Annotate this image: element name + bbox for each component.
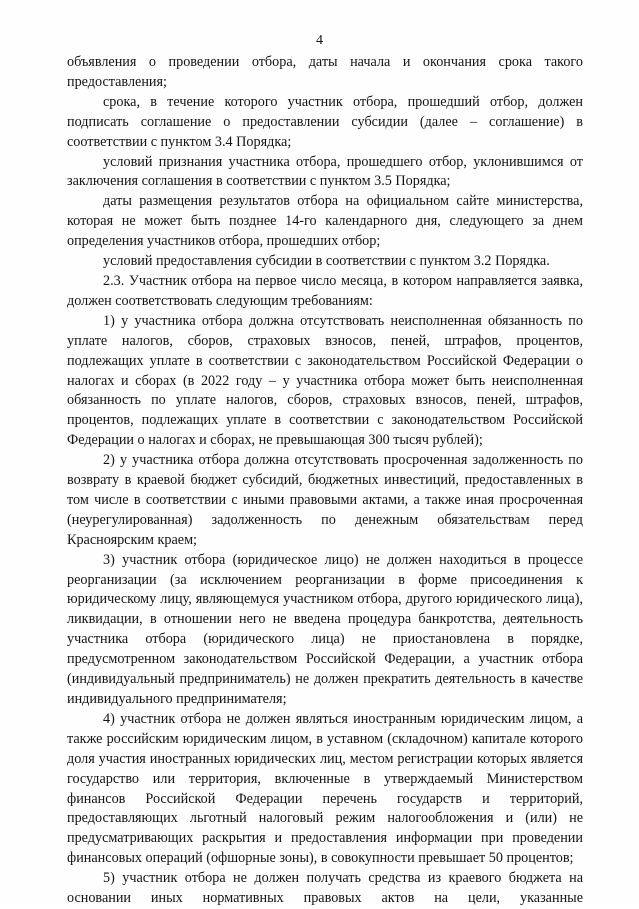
paragraph-subsidy-conditions: условий предоставления субсидии в соответствии с пунктом 3.2 Порядка.: [103, 253, 550, 270]
paragraph-evasion-conditions: условий признания участника отбора, прошедшего отбор, уклонившимся от заключения соглашения в соответствии с пунктом 3.5 Порядка;: [67, 153, 583, 190]
paragraph-section-2-3: 2.3. Участник отбора на первое число месяца, в котором направляется заявка, должен соответствовать следующим требованиям:: [67, 272, 583, 309]
page-number: 4: [316, 33, 323, 48]
list-item-4-foreign-entity: 4) участник отбора не должен являться иностранным юридическим лицом, а также российским юридическим лицом, в уставном (складочном) капитале которого доля участия иностранных юридических лиц, местом регистрации которых является государство или территория, включенные в утверждаемый Министерством финансов Российской Федерации перечень государств и территорий, предоставляющих льготный налоговый режим налогообложения и (или) не предусматривающих раскрытия и предоставления информации при проведении финансовых операций (офшорные зоны), в совокупности превышает 50 процентов;: [67, 710, 583, 867]
paragraph-announcement-continuation: объявления о проведении отбора, даты начала и окончания срока такого предоставления;: [67, 54, 583, 90]
list-item-5-other-funds: 5) участник отбора не должен получать средства из краевого бюджета на основании иных нормативных правовых актов на цели, указанные: [67, 870, 583, 907]
paragraph-agreement-term: срока, в течение которого участник отбора, прошедший отбор, должен подписать соглашение о предоставлении субсидии (далее – соглашение) в соответствии с пунктом 3.4 Порядка;: [67, 93, 583, 150]
document-body: [67, 53, 583, 909]
paragraph-results-publication: даты размещения результатов отбора на официальном сайте министерства, которая не может быть позднее 14-го календарного дня, следующего за днем определения участников отбора, прошедших отбор;: [67, 193, 583, 250]
list-item-3-reorganization: 3) участник отбора (юридическое лицо) не должен находиться в процессе реорганизации (за исключением реорганизации в форме присоединения к юридическому лицу, являющемуся участником отбора, другого юридического лица), ликвидации, в отношении него не введена процедура банкротства, деятельность участника отбора (юридического лица) не приостановлена в порядке, предусмотренном законодательством Российской Федерации, а участник отбора (индивидуальный предприниматель) не должен прекратить деятельность в качестве индивидуального предпринимателя;: [67, 551, 583, 707]
list-item-1-tax-obligations: 1) у участника отбора должна отсутствовать неисполненная обязанность по уплате налогов, сборов, страховых взносов, пеней, штрафов, процентов, подлежащих уплате в соответствии с законодательством Российской Федерации о налогах и сборах (в 2022 году – у участника отбора может быть неисполненная обязанность по уплате налогов, сборов, страховых взносов, пеней, штрафов, процентов, подлежащих уплате в соответствии с законодательством Российской Федерации о налогах и сборах, не превышающая 300 тысяч рублей);: [67, 312, 583, 449]
list-item-2-overdue-debt: 2) у участника отбора должна отсутствовать просроченная задолженность по возврату в краевой бюджет субсидий, бюджетных инвестиций, предоставленных в том числе в соответствии с иными правовыми актами, а также иная просроченная (неурегулированная) задолженность по денежным обязательствам перед Красноярским краем;: [67, 452, 583, 548]
